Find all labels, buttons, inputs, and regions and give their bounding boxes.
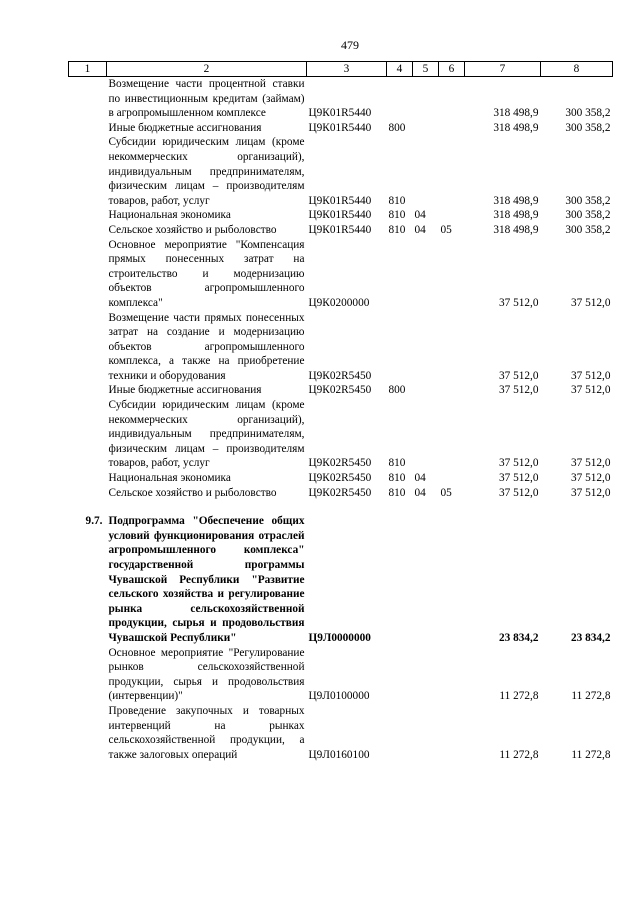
table-row [69, 398, 613, 471]
amount-col8: 300 358,2 [565, 223, 611, 236]
table-row [69, 704, 613, 762]
table-row [69, 311, 613, 384]
section-code: 04 [414, 472, 426, 485]
subsection-code [439, 121, 465, 136]
target-article-code: Ц9К0200000 [308, 296, 370, 309]
row-name: Возмещение части процентной ставки по инвестиционным кредитам (займам) в агропромышленном комплексе [108, 78, 305, 120]
expense-type-code: 810 [388, 472, 406, 485]
subsection-code [439, 646, 465, 704]
amount-col8: 300 358,2 [565, 194, 611, 207]
target-article-code: Ц9Л0100000 [308, 690, 370, 703]
row-name: Субсидии юридическим лицам (кроме некоммерческих организаций), индивидуальным предпринимателям, физическим лицам – производителям товаров, работ, услуг [108, 399, 305, 470]
row-number [69, 646, 107, 704]
amount-col7: 318 498,9 [493, 107, 539, 120]
target-article-code: Ц9К02R5450 [308, 472, 372, 485]
amount-col8: 37 512,0 [570, 486, 611, 499]
row-name: Сельское хозяйство и рыболовство [108, 223, 277, 236]
amount-col8: 37 512,0 [570, 369, 611, 382]
table-row [69, 77, 613, 121]
amount-col8: 300 358,2 [565, 209, 611, 222]
table-row [69, 646, 613, 704]
section-code [413, 121, 439, 136]
row-name: Национальная экономика [108, 472, 231, 485]
amount-col8: 300 358,2 [565, 121, 611, 134]
amount-col7: 37 512,0 [498, 296, 539, 309]
amount-col7: 11 272,8 [499, 690, 539, 703]
target-article-code: Ц9К02R5450 [308, 457, 372, 470]
column-header: 2 [107, 62, 307, 77]
column-header-row [69, 62, 613, 77]
row-name: Подпрограмма "Обеспечение общих условий функционирования отраслей агропромышленного комплекса" государственной программы Чувашской Республики "Развитие сельского хозяйства и регулирование рынка сельскохозяйственной продукции, сырья и продовольствия Чувашской Республики" [108, 515, 305, 644]
row-name: Основное мероприятие "Регулирование рынков сельскохозяйственной продукции, сырья и продовольствия (интервенции)" [108, 646, 305, 703]
subsection-code [439, 398, 465, 471]
row-name: Национальная экономика [108, 209, 231, 222]
table-row [69, 121, 613, 136]
subsection-code [439, 238, 465, 311]
section-code [413, 238, 439, 311]
row-number [69, 238, 107, 311]
row-name: Возмещение части прямых понесенных затрат на создание и модернизацию объектов агропромышленного комплекса, а также на приобретение техники и оборудования [108, 311, 305, 382]
column-header: 5 [413, 62, 439, 77]
column-header: 3 [307, 62, 387, 77]
target-article-code: Ц9Л0000000 [308, 631, 371, 644]
section-code: 04 [414, 223, 426, 236]
row-name: Иные бюджетные ассигнования [108, 121, 262, 134]
budget-table [68, 61, 613, 762]
section-code [413, 704, 439, 762]
section-code [413, 646, 439, 704]
subsection-code [439, 77, 465, 121]
expense-type-code [387, 646, 413, 704]
section-code: 04 [414, 209, 426, 222]
row-number [69, 383, 107, 398]
row-name: Субсидии юридическим лицам (кроме некоммерческих организаций), индивидуальным предпринимателям, физическим лицам – производителям товаров, работ, услуг [108, 136, 305, 207]
amount-col8: 23 834,2 [570, 631, 611, 644]
row-number [69, 223, 107, 238]
row-number: 9.7. [85, 515, 103, 528]
table-row [69, 135, 613, 208]
target-article-code: Ц9К01R5440 [308, 223, 372, 236]
expense-type-code: 800 [388, 384, 406, 397]
subsection-code [439, 471, 465, 486]
amount-col8: 11 272,8 [571, 748, 611, 761]
subsection-code [439, 311, 465, 384]
column-header: 7 [465, 62, 541, 77]
expense-type-code: 810 [388, 223, 406, 236]
row-name: Сельское хозяйство и рыболовство [108, 486, 277, 499]
expense-type-code [387, 514, 413, 645]
column-header: 6 [439, 62, 465, 77]
row-number [69, 398, 107, 471]
table-body [69, 77, 613, 763]
amount-col8: 37 512,0 [570, 472, 611, 485]
section-code: 04 [414, 486, 426, 499]
row-number [69, 704, 107, 762]
amount-col7: 318 498,9 [493, 209, 539, 222]
amount-col7: 37 512,0 [498, 486, 539, 499]
amount-col8: 300 358,2 [565, 107, 611, 120]
expense-type-code [387, 311, 413, 384]
subsection-code [439, 383, 465, 398]
row-name: Основное мероприятие "Компенсация прямых понесенных затрат на строительство и модернизацию объектов агропромышленного комплекса" [108, 238, 305, 309]
row-name: Проведение закупочных и товарных интервенций на рынках сельскохозяйственной продукции, а также залоговых операций [108, 704, 305, 761]
column-header: 8 [541, 62, 613, 77]
spacer-cell [69, 500, 613, 514]
expense-type-code [387, 77, 413, 121]
row-number [69, 121, 107, 136]
row-number [69, 471, 107, 486]
table-row [69, 383, 613, 398]
amount-col7: 37 512,0 [498, 472, 539, 485]
row-number [69, 311, 107, 384]
table-row [69, 223, 613, 238]
subsection-code [439, 135, 465, 208]
row-number [69, 486, 107, 501]
target-article-code: Ц9К02R5450 [308, 486, 372, 499]
amount-col7: 318 498,9 [493, 121, 539, 134]
amount-col7: 37 512,0 [498, 369, 539, 382]
target-article-code: Ц9К01R5440 [308, 107, 372, 120]
row-number [69, 77, 107, 121]
target-article-code: Ц9К02R5450 [308, 369, 372, 382]
expense-type-code [387, 238, 413, 311]
amount-col7: 37 512,0 [498, 457, 539, 470]
table-row [69, 471, 613, 486]
table-row [69, 208, 613, 223]
amount-col7: 11 272,8 [499, 748, 539, 761]
target-article-code: Ц9К01R5440 [308, 121, 372, 134]
section-code [413, 398, 439, 471]
row-number [69, 208, 107, 223]
row-name: Иные бюджетные ассигнования [108, 384, 262, 397]
amount-col7: 318 498,9 [493, 194, 539, 207]
target-article-code: Ц9К01R5440 [308, 209, 372, 222]
section-code [413, 383, 439, 398]
section-code [413, 77, 439, 121]
spacer-row [69, 500, 613, 514]
section-code [413, 311, 439, 384]
amount-col7: 37 512,0 [498, 384, 539, 397]
column-header: 4 [387, 62, 413, 77]
table-row [69, 238, 613, 311]
expense-type-code: 810 [388, 194, 406, 207]
row-number [69, 135, 107, 208]
column-header: 1 [69, 62, 107, 77]
expense-type-code: 800 [388, 121, 406, 134]
target-article-code: Ц9Л0160100 [308, 748, 370, 761]
target-article-code: Ц9К02R5450 [308, 384, 372, 397]
table-row [69, 514, 613, 645]
amount-col7: 23 834,2 [498, 631, 539, 644]
subsection-code [439, 208, 465, 223]
subsection-code: 05 [440, 486, 452, 499]
subsection-code: 05 [440, 223, 452, 236]
section-code [413, 135, 439, 208]
expense-type-code: 810 [388, 486, 406, 499]
expense-type-code: 810 [388, 457, 406, 470]
target-article-code: Ц9К01R5440 [308, 194, 372, 207]
expense-type-code [387, 704, 413, 762]
amount-col8: 37 512,0 [570, 457, 611, 470]
page-number: 479 [341, 38, 359, 52]
table-row [69, 486, 613, 501]
subsection-code [439, 514, 465, 645]
amount-col8: 11 272,8 [571, 690, 611, 703]
amount-col7: 318 498,9 [493, 223, 539, 236]
subsection-code [439, 704, 465, 762]
amount-col8: 37 512,0 [570, 384, 611, 397]
expense-type-code: 810 [388, 209, 406, 222]
section-code [413, 514, 439, 645]
amount-col8: 37 512,0 [570, 296, 611, 309]
